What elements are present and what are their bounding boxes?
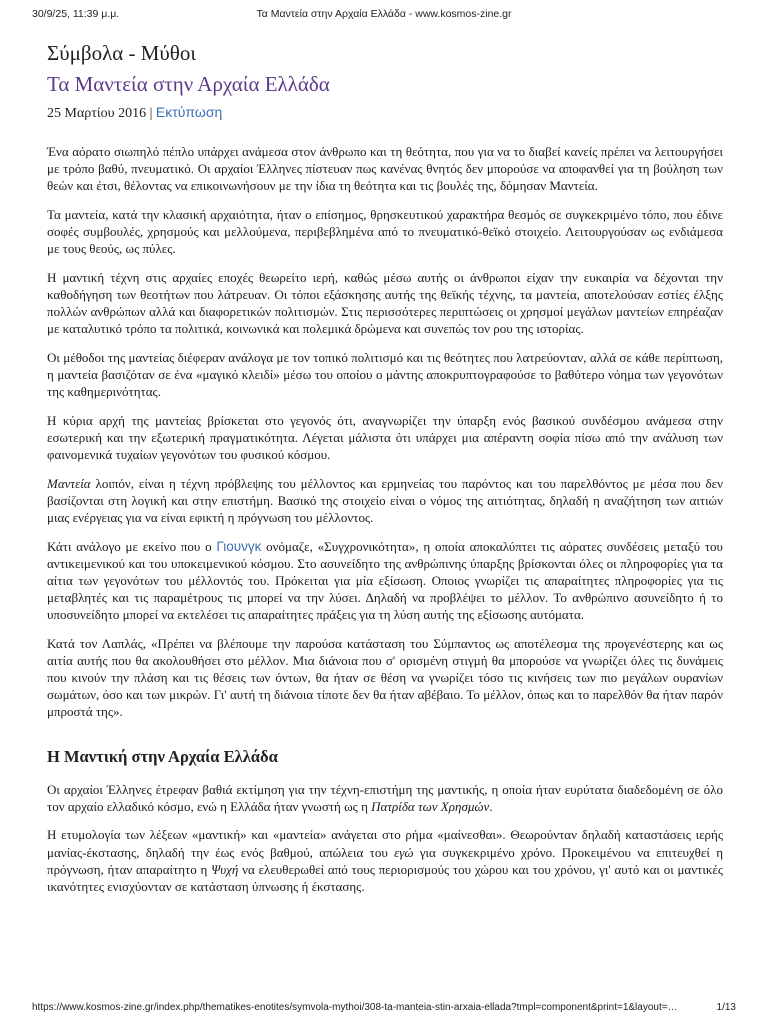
section-paragraph-2 [47,826,723,894]
print-page-title: Τα Μαντεία στην Αρχαία Ελλάδα - www.kosmos-zine.gr [256,8,512,20]
paragraph-8: Κατά τον Λαπλάς, «Πρέπει να βλέπουμε την παρούσα κατάσταση του Σύμπαντος ως αποτέλεσμα της προγενέστερης και ως αιτία αυτής που θα ακολουθήσει στο μέλλον. Μια διάνοια που σ' ορισμένη στιγμή θα μπορούσε να γνωρίζει όλες τις δυνάμεις που κινούν την πλάση και τις θέσεις των όντων, θα ήταν σε θέση να γνωρίζει τόσο τις κινήσεις των πιο μεγάλων ουρανίων σωμάτων, όσο και των μικρών. Γι' αυτή τη διάνοια τίποτε δεν θα ήταν αβέβαιο. Το μέλλον, όπως και το παρελθόν θα ήταν παρόν μπροστά της». [47,636,723,720]
section-paragraph-1-post: . [489,798,493,814]
emphasis-manteia: Μαντεία [47,475,91,491]
paragraph-7-pre: Κάτι ανάλογο με εκείνο που ο [47,538,217,554]
print-url: https://www.kosmos-zine.gr/index.php/thematikes-enotites/symvola-mythoi/308-ta-manteia-stin-arxaia-ellada?tmpl=component&print=1&layout=… [32,1002,678,1013]
section-heading: Η Μαντική στην Αρχαία Ελλάδα [47,746,278,766]
article-title: Τα Μαντεία στην Αρχαία Ελλάδα [47,72,330,96]
article-meta [47,103,723,123]
article-content [47,40,723,906]
paragraph-4: Οι μέθοδοι της μαντείας διέφεραν ανάλογα με τον τοπικό πολιτισμό και τις θεότητες που λατρεύονταν, αλλά σε κάθε περίπτωση, η μαντεία βασιζόταν σε ένα «μαγικό κλειδί» μέσω του οποίου ο μάντης αποκρυπτογραφούσε το βαθύτερο νόημα των γεγονότων της καθημερινότητας. [47,350,723,400]
emphasis-patrida: Πατρίδα των Χρησμών [371,798,490,814]
paragraph-3: Η μαντική τέχνη στις αρχαίες εποχές θεωρείτο ιερή, καθώς μέσω αυτής οι άνθρωποι είχαν την ευκαιρία να δέχονται την καθοδήγηση των θεοτήτων που λάτρευαν. Οι τόποι εξάσκησης αυτής της θεϊκής τέχνης, τα μαντεία, αποτελούσαν εστίες έλξης πολλών ανθρώπων αλλά και διαφορετικών πολιτισμών. Στις περισσότερες περιπτώσεις οι χρησμοί μεγάλων μαντείων επηρέαζαν με καταλυτικό τρόπο τα πολιτικά, κοινωνικά και πολεμικά δρώμενα και συνεπώς τον ρου της ιστορίας. [47,269,723,337]
category-heading: Σύμβολα - Μύθοι [47,41,197,65]
paragraph-2: Τα μαντεία, κατά την κλασική αρχαιότητα, ήταν ο επίσημος, θρησκευτικού χαρακτήρα θεσμός σε συγκεκριμένο τόπο, που έδινε σοφές συμβουλές, χρησμούς και μελλούμενα, περιβεβλημένα από το πνευματικό-θεϊκό στοιχείο. Λειτουργούσαν ως ενδιάμεσα με τους θεούς, ως πύλες. [47,206,723,257]
section-paragraph-2-a: Η ετυμολογία των λέξεων «μαντική» και «μαντεία» ανάγεται στο ρήμα «μαίνεσθαι». Θεωρούνταν δηλαδή καταστάσεις ιερής μανίας-έκστασης, δηλαδή την έως ενός βαθμού, απώλεια του [47,827,723,860]
paragraph-5: Η κύρια αρχή της μαντείας βρίσκεται στο γεγονός ότι, αναγνωρίζει την ύπαρξη ενός βασικού συνδέσμου ανάμεσα στην εσωτερική και την εξωτερική πραγματικότητα. Λέγεται μάλιστα ότι υπάρχει μια απέραντη σοφία πίσω από την ανάλυση των φαινομενικά τυχαίων γεγονότων του φυσικού κόσμου. [47,412,723,463]
section-paragraph-2-c: να ελευθερωθεί από τους περιορισμούς του χώρου και του χρόνου, γι' αυτό και οι μαντικές ικανότητες ενισχύονταν σε κατάσταση ύπνωσης ή έκστασης. [47,861,723,894]
section-paragraph-1 [47,781,723,815]
emphasis-ego: εγώ [394,844,414,860]
print-date: 30/9/25, 11:39 μ.μ. [32,8,120,20]
paragraph-7 [47,538,723,623]
paragraph-7-post: ονόμαζε, «Συγχρονικότητα», η οποία αποκαλύπτει τις αόρατες συνδέσεις μεταξύ του αντικειμενικού και του υποκειμενικού κόσμου. Στο ασυνείδητο της ανθρώπινης ύπαρξης βρίσκονται όλες οι πληροφορίες για τα αίτια των γεγονότων του μέλλοντός του. Πρόκειται για μία εξίσωση. Οποιος γνωρίζει τις απαραίτητες πληροφορίες για τις μεταβλητές και τις παραμέτρους τις μπορεί να την λύσει. Δηλαδή να προβλέψει το μέλλον. Το ανθρώπινο ασυνείδητο ή το υποσυνείδητο μπορεί να εκτελέσει τις απαραίτητες πράξεις για τη λύση αυτής της εξίσωσης αυτόματα. [47,538,723,623]
print-header [32,8,736,22]
meta-separator: | [146,106,156,121]
emphasis-psyche: Ψυχή [211,861,239,877]
paragraph-6-text: λοιπόν, είναι η τέχνη πρόβλεψης του μέλλοντος και ερμηνείας του παρόντος και του παρελθόντος με μέσα που δεν βασίζονται στη λογική και στην επιστήμη. Βασικό της στοιχείο είναι ο νόμος της αιτιότητας, δηλαδή η αναζήτηση των αιτιών μιας ενέργειας για να είναι εφικτή η πρόγνωση του μέλλοντος. [47,475,723,526]
section-paragraph-2-b: για συγκεκριμένο χρόνο. Προκειμένου να επιτευχθεί η πρόγνωση, ήταν απαραίτητο η [47,844,723,877]
print-footer [32,1002,736,1016]
article-date: 25 Μαρτίου 2016 [47,106,147,121]
print-link[interactable]: Εκτύπωση [155,104,223,120]
paragraph-6 [47,475,723,526]
paragraph-1: Ένα αόρατο σιωπηλό πέπλο υπάρχει ανάμεσα στον άνθρωπο και τη θεότητα, που για να το διαβεί κανείς πρέπει να λειτουργήσει με τρόπο βαθύ, πνευματικό. Οι αρχαίοι Έλληνες πίστευαν πως κανένας θνητός δεν μπορούσε να αποφανθεί για τη βούληση των θεών και έτσι, θέλοντας να επικοινωνήσουν με την ίδια τη θεότητα και τις βουλές της, δόμησαν Μαντεία. [47,144,723,194]
jung-link[interactable]: Γιουνγκ [216,538,262,554]
page-number: 1/13 [716,1002,736,1013]
section-paragraph-1-pre: Οι αρχαίοι Έλληνες έτρεφαν βαθιά εκτίμηση για την τέχνη-επιστήμη της μαντικής, η οποία ήταν ευρύτατα διαδεδομένη σε όλο τον αρχαίο ελλαδικό κόσμο, ενώ η Ελλάδα ήταν γνωστή ως η [47,781,723,814]
